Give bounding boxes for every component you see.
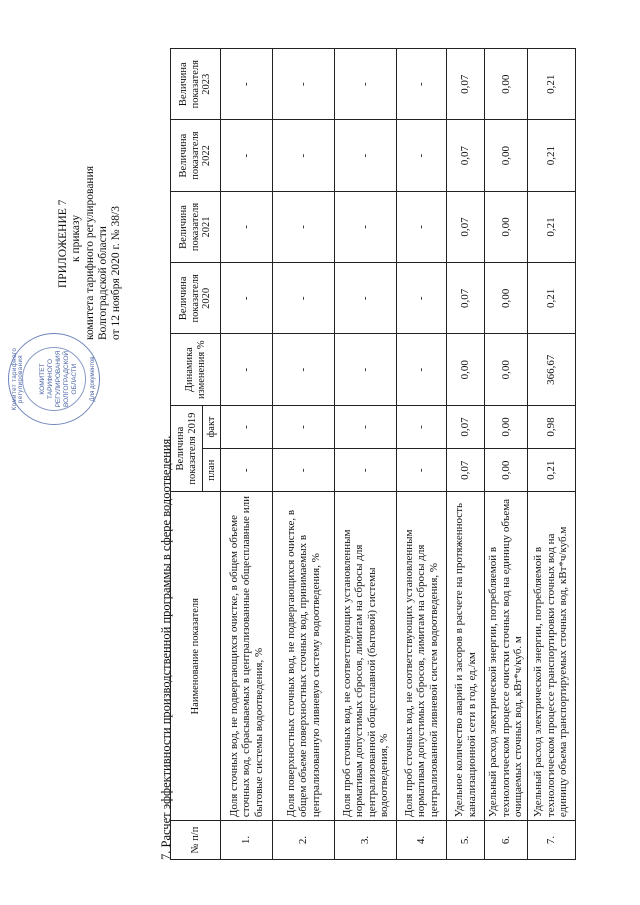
row-value-2022: -	[273, 120, 335, 191]
stamp-ring-text: Комитет тарифного регулирования	[12, 347, 24, 411]
efficiency-table	[170, 48, 576, 860]
row-indicator-name: Удельный расход электрической энергии, потребляемой в технологическом процессе очистки сточных вод на единицу объема очищаемых сточных вод, кВт*ч/куб. м	[485, 492, 528, 821]
header-2022: Величина показателя 2022	[171, 120, 221, 191]
appendix-line: Волгоградской области	[96, 226, 109, 340]
row-value-2020: -	[221, 263, 273, 334]
row-value-2021: 0,21	[527, 191, 575, 262]
stamp-line: РЕГУЛИРОВАНИЯ	[55, 350, 62, 408]
row-value-2020: 0,00	[485, 263, 528, 334]
stamp-line: ВОЛГОГРАДСКОЙ	[63, 350, 70, 408]
row-dynamics: -	[273, 334, 335, 405]
row-number: 3.	[335, 821, 397, 860]
row-indicator-name: Доля проб сточных вод, не соответствующих установленным нормативам допустимых сбросов, лимитам на сбросы для централизованной ливневой систем водоотведения, %	[397, 492, 447, 821]
appendix-line: к приказу	[70, 214, 83, 262]
row-number: 4.	[397, 821, 447, 860]
row-dynamics: 366,67	[527, 334, 575, 405]
row-value-2021: 0,00	[485, 191, 528, 262]
row-fact-2019: 0,98	[527, 405, 575, 448]
appendix-title: ПРИЛОЖЕНИЕ 7	[57, 199, 69, 288]
row-value-2022: -	[397, 120, 447, 191]
row-number: 6.	[485, 821, 528, 860]
row-value-2021: -	[397, 191, 447, 262]
row-fact-2019: -	[335, 405, 397, 448]
stamp-line: КОМИТЕТ	[39, 363, 46, 395]
row-plan-2019: -	[273, 449, 335, 492]
header-2021: Величина показателя 2021	[171, 191, 221, 262]
row-number: 5.	[447, 821, 485, 860]
row-value-2022: 0,00	[485, 120, 528, 191]
row-plan-2019: -	[397, 449, 447, 492]
stamp-center-text	[39, 334, 79, 424]
appendix-line: от 12 ноября 2020 г. № 38/3	[110, 206, 123, 340]
row-dynamics: -	[221, 334, 273, 405]
stamp-line: ТАРИФНОГО	[47, 359, 54, 399]
table-row	[527, 49, 575, 860]
row-fact-2019: 0,07	[447, 405, 485, 448]
row-value-2023: -	[221, 49, 273, 120]
row-indicator-name: Удельный расход электрической энергии, потребляемой в технологическом процессе транспортировки сточных вод на единицу объема транспортируемых сточных вод, кВт*ч/куб.м	[527, 492, 575, 821]
row-value-2023: -	[397, 49, 447, 120]
official-stamp	[8, 333, 100, 425]
table-row	[335, 49, 397, 860]
row-plan-2019: 0,07	[447, 449, 485, 492]
row-value-2023: 0,21	[527, 49, 575, 120]
row-value-2020: -	[335, 263, 397, 334]
row-value-2023: 0,00	[485, 49, 528, 120]
row-value-2022: -	[335, 120, 397, 191]
table-row	[397, 49, 447, 860]
header-name: Наименование показателя	[171, 492, 221, 821]
row-number: 7.	[527, 821, 575, 860]
row-value-2021: 0,07	[447, 191, 485, 262]
table-row	[273, 49, 335, 860]
row-value-2022: -	[221, 120, 273, 191]
row-value-2022: 0,07	[447, 120, 485, 191]
appendix-line: комитета тарифного регулирования	[83, 165, 96, 340]
header-2019: Величина показателя 2019	[171, 405, 203, 492]
header-fact: факт	[203, 405, 221, 448]
table-row	[221, 49, 273, 860]
row-indicator-name: Удельное количество аварий и засоров в расчете на протяженность канализационной сети в год, ед./км	[447, 492, 485, 821]
row-dynamics: 0,00	[447, 334, 485, 405]
row-fact-2019: -	[221, 405, 273, 448]
appendix-header	[57, 166, 123, 340]
header-plan: план	[203, 449, 221, 492]
table-row	[485, 49, 528, 860]
row-plan-2019: 0,21	[527, 449, 575, 492]
row-value-2023: -	[335, 49, 397, 120]
row-value-2023: 0,07	[447, 49, 485, 120]
row-value-2021: -	[221, 191, 273, 262]
row-number: 2.	[273, 821, 335, 860]
table-row	[447, 49, 485, 860]
row-fact-2019: 0,00	[485, 405, 528, 448]
row-indicator-name: Доля поверхностных сточных вод, не подвергающихся очистке, в общем объеме поверхностных сточных вод, принимаемых в централизованную ливневую систему водоотведения, %	[273, 492, 335, 821]
header-2023: Величина показателя 2023	[171, 49, 221, 120]
row-dynamics: -	[335, 334, 397, 405]
stamp-line: ОБЛАСТИ	[71, 363, 78, 395]
table-caption: 7. Расчет эффективности производственной программы в сфере водоотведения.	[159, 435, 173, 860]
row-value-2020: -	[397, 263, 447, 334]
row-number: 1.	[221, 821, 273, 860]
row-indicator-name: Доля проб сточных вод, не соответствующих установленным нормативам допустимых сбросов, лимитам на сбросы для централизованной общесплавной (бытовой) системы водоотведения, %	[335, 492, 397, 821]
row-plan-2019: -	[221, 449, 273, 492]
row-value-2020: -	[273, 263, 335, 334]
row-plan-2019: 0,00	[485, 449, 528, 492]
row-value-2020: 0,21	[527, 263, 575, 334]
row-value-2020: 0,07	[447, 263, 485, 334]
row-dynamics: -	[397, 334, 447, 405]
row-fact-2019: -	[397, 405, 447, 448]
row-value-2021: -	[273, 191, 335, 262]
row-dynamics: 0,00	[485, 334, 528, 405]
row-value-2021: -	[335, 191, 397, 262]
header-2020: Величина показателя 2020	[171, 263, 221, 334]
row-fact-2019: -	[273, 405, 335, 448]
row-plan-2019: -	[335, 449, 397, 492]
header-num: № п/п	[171, 821, 221, 860]
row-indicator-name: Доля сточных вод, не подвергающихся очистке, в общем объеме сточных вод, сбрасываемых в централизованные общесплавные или бытовые системы водоотведения, %	[221, 492, 273, 821]
row-value-2023: -	[273, 49, 335, 120]
stamp-bottom-text: Для документов	[90, 356, 96, 402]
header-dynamics: Динамика изменения %	[171, 334, 221, 405]
row-value-2022: 0,21	[527, 120, 575, 191]
